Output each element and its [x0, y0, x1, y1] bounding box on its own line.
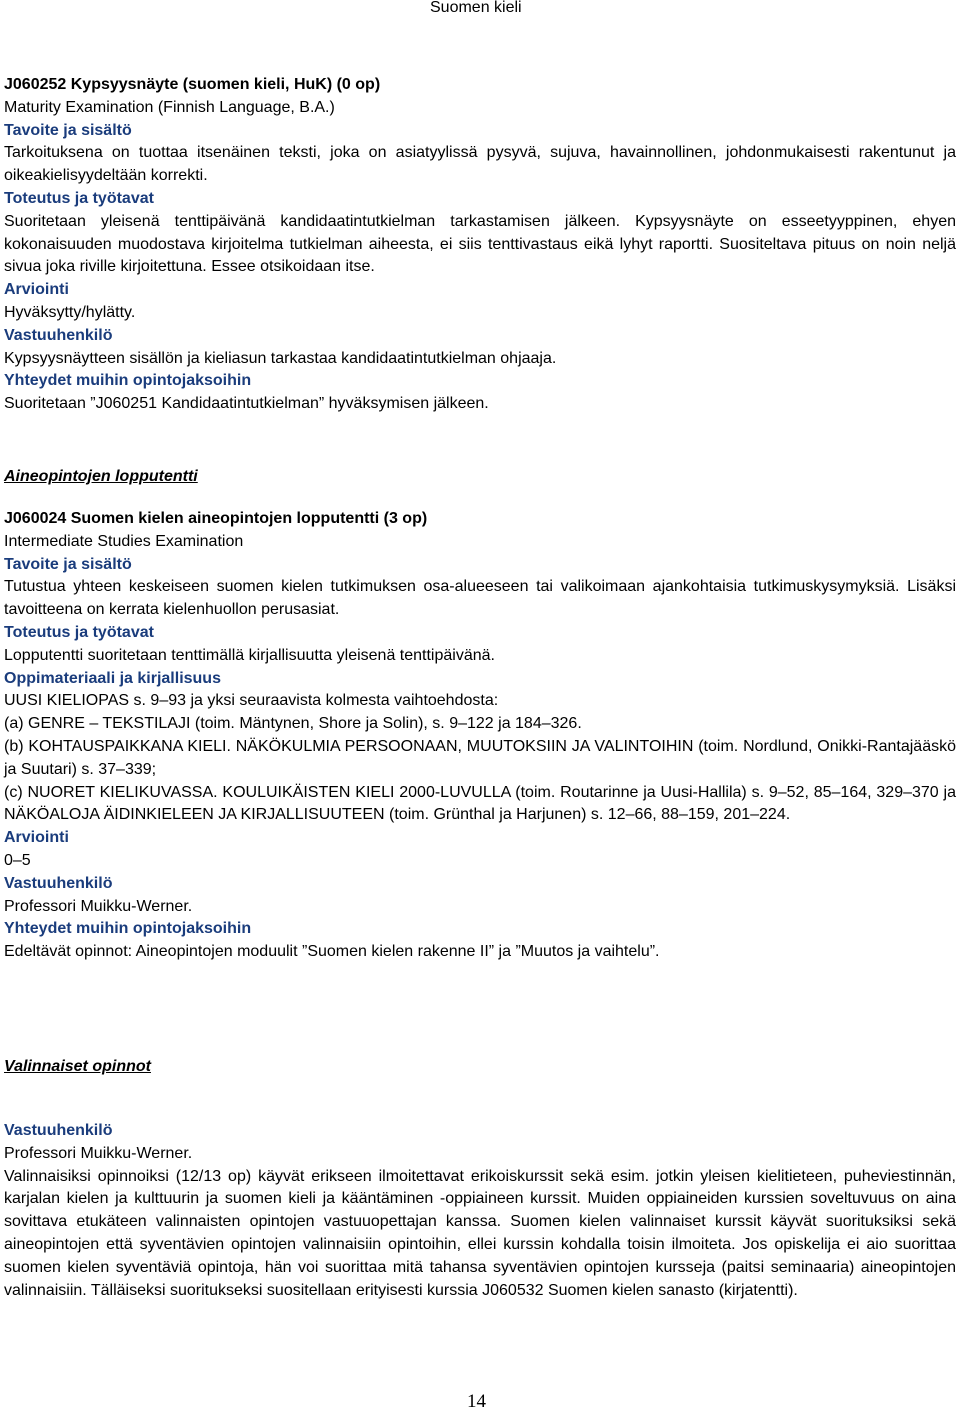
text-oppimateriaali: UUSI KIELIOPAS s. 9–93 ja yksi seuraavista kolmesta vaihtoehdosta:	[4, 692, 499, 710]
heading-tavoite: Tavoite ja sisältö	[4, 555, 132, 573]
course-subtitle: Maturity Examination (Finnish Language, B.A.)	[4, 98, 335, 116]
course-subtitle: Intermediate Studies Examination	[4, 532, 244, 550]
text-valinnaiset: Valinnaisiksi opinnoiksi (12/13 op) käyvät erikseen ilmoitettavat erikoiskurssit sekä esim. jotkin yleisen kielitieteen, puheviestinnän, karjalan kielen ja kulttuurin ja suomen kieli ja kääntäminen -oppiaineen kurssit. Muiden oppiaineiden kurssien soveltuvuus on aina sovittava etukäteen valinnaisten opintojen vastuuopettajan kanssa. Suomen kielen valinnaiset kurssit käyvät suorituksiksi sekä aineopintojen että syventävien opintojen valinnaisiin opintoihin, ellei kurssin kohdalla toisin ilmoiteta. Jos opiskelija ei aio suorittaa suomen kielen syventäviä opintoja, hän voi suorittaa mitä tahansa syventävien opintojen kursseja (paitsi seminaaria) aineopintojen valinnaisiin. Tälläiseksi suoritukseksi suositellaan erityisesti kurssia J060532 Suomen kielen sanasto (kirjatentti).	[4, 1167, 956, 1299]
section-title-aineopintojen-lopputentti: Aineopintojen lopputentti	[4, 468, 198, 485]
text-yhteydet: Suoritetaan ”J060251 Kandidaatintutkielman” hyväksymisen jälkeen.	[4, 395, 489, 413]
running-header: Suomen kieli	[430, 0, 522, 16]
course-code-title: J060252 Kypsyysnäyte (suomen kieli, HuK) (0 op)	[4, 76, 381, 93]
section-title-valinnaiset-opinnot: Valinnaiset opinnot	[4, 1058, 151, 1075]
text-tavoite: Tutustua yhteen keskeiseen suomen kielen tutkimuksen osa-alueeseen tai valikoimaan ajankohtaisia tutkimuskysymyksiä. Lisäksi tavoitteena on kerrata kielenhuollon perusasiat.	[4, 578, 956, 619]
text-yhteydet: Edeltävät opinnot: Aineopintojen moduulit ”Suomen kielen rakenne II” ja ”Muutos ja vaihtelu”.	[4, 943, 660, 961]
heading-arviointi: Arviointi	[4, 829, 69, 847]
course-kypsyysnayte	[4, 74, 956, 416]
text-tavoite: Tarkoituksena on tuottaa itsenäinen teksti, joka on asiatyylissä pysyvä, sujuva, havainnollinen, johdonmukaisesti rakentunut ja oikeakielisyydeltään korrekti.	[4, 144, 956, 185]
heading-arviointi: Arviointi	[4, 281, 69, 299]
heading-yhteydet: Yhteydet muihin opintojaksoihin	[4, 920, 252, 938]
heading-yhteydet: Yhteydet muihin opintojaksoihin	[4, 372, 252, 390]
text-vastuuhenkilo: Kypsyysnäytteen sisällön ja kieliasun tarkastaa kandidaatintutkielman ohjaaja.	[4, 349, 557, 367]
course-code-title: J060024 Suomen kielen aineopintojen lopputentti (3 op)	[4, 510, 428, 527]
text-arviointi: 0–5	[4, 851, 31, 869]
option-a: (a) GENRE – TEKSTILAJI (toim. Mäntynen, Shore ja Solin), s. 9–122 ja 184–326.	[4, 715, 582, 733]
option-b: (b) KOHTAUSPAIKKANA KIELI. NÄKÖKULMIA PERSOONAAN, MUUTOKSIIN JA VALINTOIHIN (toim. Nordlund, Onikki-Rantajääskö ja Suutari) s. 37–339;	[4, 737, 956, 778]
heading-vastuuhenkilo: Vastuuhenkilö	[4, 1122, 113, 1139]
text-vastuuhenkilo: Professori Muikku-Werner.	[4, 1144, 193, 1162]
course-valinnaiset	[4, 1120, 956, 1302]
heading-oppimateriaali: Oppimateriaali ja kirjallisuus	[4, 669, 221, 687]
text-toteutus: Lopputentti suoritetaan tenttimällä kirjallisuutta yleisenä tenttipäivänä.	[4, 646, 495, 664]
course-lopputentti	[4, 508, 956, 964]
heading-tavoite: Tavoite ja sisältö	[4, 121, 132, 139]
option-c: (c) NUORET KIELIKUVASSA. KOULUIKÄISTEN KIELI 2000-LUVULLA (toim. Routarinne ja Uusi-Hallila) s. 9–52, 85–164, 329–370 ja NÄKÖALOJA ÄIDINKIELEEN JA KIRJALLISUUTEEN (toim. Grünthal ja Harjunen) s. 12–66, 88–159, 201–224.	[4, 783, 956, 824]
text-toteutus: Suoritetaan yleisenä tenttipäivänä kandidaatintutkielman tarkastamisen jälkeen. Kypsyysnäyte on esseetyyppinen, ehyen kokonaisuuden muodostava kirjoitelma tutkielman aiheesta, ei siis tenttivastaus eikä lyhyt raportti. Suositeltava pituus on noin neljä sivua joka riville kirjoitettuna. Essee otsikoidaan itse.	[4, 212, 956, 276]
heading-toteutus: Toteutus ja työtavat	[4, 189, 154, 207]
heading-vastuuhenkilo: Vastuuhenkilö	[4, 326, 113, 344]
heading-toteutus: Toteutus ja työtavat	[4, 623, 154, 641]
text-vastuuhenkilo: Professori Muikku-Werner.	[4, 897, 193, 915]
text-arviointi: Hyväksytty/hylätty.	[4, 303, 136, 321]
page-number: 14	[467, 1391, 486, 1412]
heading-vastuuhenkilo: Vastuuhenkilö	[4, 874, 113, 892]
